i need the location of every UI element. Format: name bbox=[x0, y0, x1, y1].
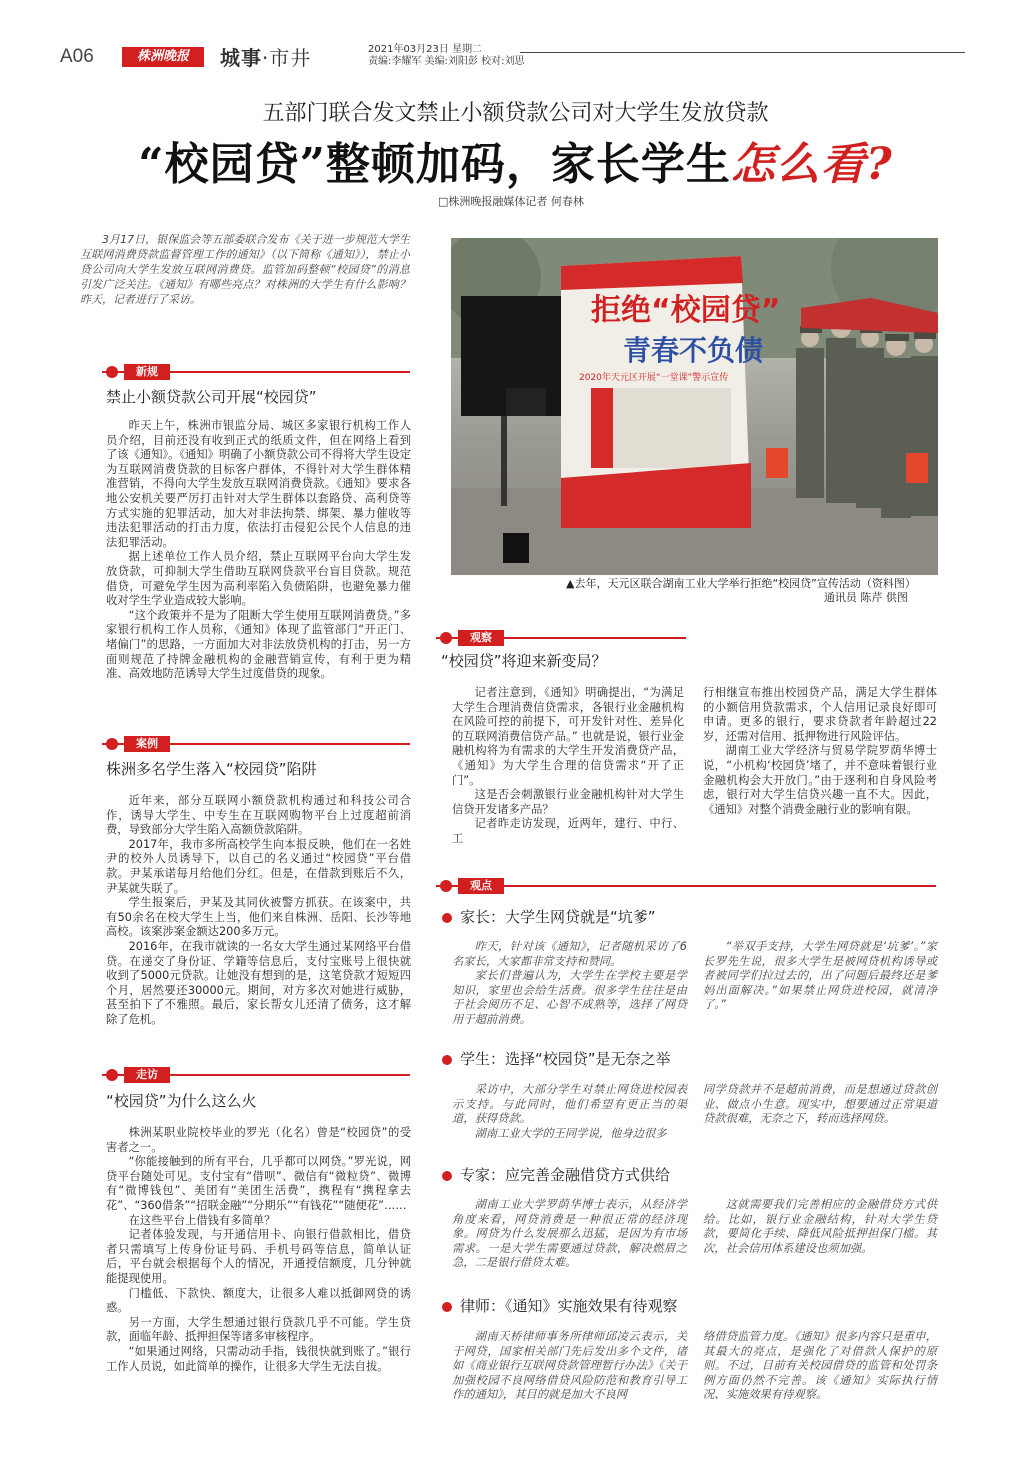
newspaper-logo: 株洲晚报 bbox=[122, 47, 204, 67]
news-photo bbox=[451, 238, 938, 575]
viewpoint-title-text: 家长：大学生网贷就是“坑爹” bbox=[460, 908, 656, 926]
section-sub: 市井 bbox=[269, 46, 312, 70]
dateline-editors: 责编:李耀军 美编:刘阳彭 校对:刘思 bbox=[368, 56, 525, 67]
tag-label: 新规 bbox=[124, 364, 170, 380]
paragraph: 另一方面，大学生想通过银行贷款几乎不可能。学生贷款，面临年龄、抵押担保等诸多审核程序。 bbox=[106, 1315, 411, 1344]
lead-paragraph: 3月17日，银保监会等五部委联合发布《关于进一步规范大学生互联网消费贷款监督管理工作的通知》（以下简称《通知》），禁止小贷公司向大学生发放互联网消费贷。监管加码整顿“校园贷”的消息引发广泛关注。《通知》有哪些亮点？对株洲的大学生有什么影响？昨天，记者进行了采访。 bbox=[80, 233, 410, 306]
viewpoint-parents-title bbox=[442, 906, 656, 927]
tag-label: 观点 bbox=[458, 878, 504, 894]
tag-label: 走访 bbox=[124, 1067, 170, 1083]
header-rule bbox=[520, 52, 965, 53]
article-headline bbox=[0, 128, 1031, 192]
viewpoint-students-col1 bbox=[452, 1083, 687, 1141]
paragraph: 学生报案后，尹某及其同伙被警方抓获。在该案中，共有50余名在校大学生上当，他们来自株洲、岳阳、长沙等地高校。该案涉案金额达200多万元。 bbox=[106, 896, 411, 939]
paragraph: 湖南天桥律师事务所律师邱凌云表示，关于网贷，国家相关部门先后发出多个文件，诸如《商业银行互联网贷款管理暂行办法》《关于加强校园不良网络借贷风险防范和教育引导工作的通知》，其目的就是加大不良网 bbox=[452, 1330, 687, 1402]
viewpoint-expert-col2 bbox=[703, 1198, 937, 1256]
subhead-xingui: 禁止小额贷款公司开展“校园贷” bbox=[106, 388, 317, 406]
paragraph: 这就需要我们完善相应的金融借贷方式供给。比如，银行业金融结构，针对大学生贷款，要简化手续、降低风险抵押担保门槛。其次，社会信用体系建设也须加强。 bbox=[703, 1198, 937, 1255]
tag-guancha bbox=[436, 630, 686, 646]
paragraph: 门槛低、下款快、额度大，让很多人难以抵御网贷的诱惑。 bbox=[106, 1286, 411, 1315]
viewpoint-expert-title bbox=[442, 1164, 670, 1185]
article-kicker: 五部门联合发文禁止小额贷款公司对大学生发放贷款 bbox=[262, 101, 769, 126]
tag-dot-icon bbox=[106, 738, 118, 750]
photo-scene bbox=[451, 238, 938, 575]
paragraph: 家长们普遍认为，大学生在学校主要是学知识，家里也会给生活费。很多学生往往是由于社会阅历不足、心智不成熟等，选择了网贷用于超前消费。 bbox=[452, 969, 687, 1026]
paragraph: 络借贷监管力度。《通知》很多内容只是重申，其最大的亮点，是强化了对借款人保护的原则。不过，目前有关校园借贷的监管和处罚条例方面仍然不完善。该《通知》实际执行情况、实施效果有待观察。 bbox=[703, 1330, 937, 1402]
viewpoint-title-text: 律师：《通知》实施效果有待观察 bbox=[460, 1297, 678, 1315]
tag-dot-icon bbox=[106, 366, 118, 378]
paragraph: “举双手支持，大学生网贷就是‘坑爹’。”家长罗先生说，很多大学生是被网贷机构诱导或者被同学们拉过去的，出了问题后最终还是爹妈出面解决。”如果禁止网贷进校园，就清净了。” bbox=[703, 940, 937, 1012]
banner-text-2: 青春不负债 bbox=[623, 334, 764, 367]
body-guancha-col1 bbox=[452, 686, 684, 847]
body-zoufang bbox=[106, 1126, 411, 1374]
paragraph: 近年来，部分互联网小额贷款机构通过和科技公司合作，诱导大学生、中专生在互联网购物平台上过度超前消费，导致部分大学生陷入高额贷款陷阱。 bbox=[106, 794, 411, 837]
paragraph: “你能接触到的所有平台，几乎都可以网贷。”罗光说，网贷平台随处可见。支付宝有“借呗”、微信有“微粒贷”、微博有“微博钱包”、美团有“美团生活费”，携程有“携程拿去花”、“360借条”“招联金融”“分期乐”“有钱花”“随便花”…… bbox=[106, 1155, 411, 1212]
tag-bar bbox=[436, 885, 936, 887]
photo-caption bbox=[566, 577, 916, 605]
tag-dot-icon bbox=[440, 880, 452, 892]
viewpoint-students-title bbox=[442, 1048, 671, 1069]
paragraph: 昨天上午，株洲市银监分局、城区多家银行机构工作人员介绍，目前还没有收到正式的纸质文件，但在网络上看到了该《通知》。《通知》明确了小额贷款公司不得将大学生设定为互联网消费贷款的目标客户群体，不得针对大学生群体精准营销，不得向大学生发放互联网消费贷款。《通知》要求各地公安机关要严厉打击针对大学生群体以套路贷、高利贷等方式实施的犯罪活动，加大对非法拘禁、绑架、暴力催收等违法犯罪活动的打击力度，依法打击侵犯公民个人信息的违法犯罪活动。 bbox=[106, 419, 412, 549]
viewpoint-title-text: 学生：选择“校园贷”是无奈之举 bbox=[460, 1050, 671, 1068]
bullet-icon bbox=[442, 1055, 452, 1065]
viewpoint-lawyer-title bbox=[442, 1295, 678, 1316]
dateline-date: 2021年03月23日 星期二 bbox=[368, 44, 483, 55]
paragraph: “这个政策并不是为了阻断大学生使用互联网消费贷。”多家银行机构工作人员称，《通知》体现了监管部门“开正门、堵偏门”的思路，一方面加大对非法放贷机构的打击，另一方面则规范了持牌金融机构的金融营销宣传，有利于更为精准、高效地防范诱导大学生过度借贷的现象。 bbox=[106, 608, 411, 681]
bullet-icon bbox=[442, 1302, 452, 1312]
body-guancha-col2 bbox=[703, 686, 937, 817]
paragraph: 2017年，我市多所高校学生向本报反映，他们在一名姓尹的校外人员诱导下，以自己的名义通过“校园贷”平台借款。尹某承诺每月给他们分红。但是，在借款到账后不久，尹某就失联了。 bbox=[106, 837, 411, 895]
dateline bbox=[368, 44, 524, 68]
headline-accent: 怎么看? bbox=[730, 139, 893, 190]
paragraph: 这是否会刺激银行业金融机构针对大学生信贷开发诸多产品？ bbox=[452, 788, 684, 816]
paragraph: 采访中，大部分学生对禁止网贷进校园表示支持。与此同时，他们希望有更正当的渠道，获得贷款。 bbox=[452, 1083, 687, 1126]
viewpoint-parents-col1 bbox=[452, 940, 687, 1028]
paragraph: 湖南工业大学罗荫华博士表示，从经济学角度来看，网贷消费是一种很正常的经济现象。网贷为什么发展那么迅猛，是因为有市场需求。一是大学生需要通过贷款，解决燃眉之急，二是银行借贷太难。 bbox=[452, 1198, 687, 1270]
article-lead bbox=[80, 232, 410, 307]
subhead-guancha: “校园贷”将迎来新变局？ bbox=[441, 652, 607, 670]
tag-zoufang bbox=[102, 1067, 410, 1083]
body-xingui bbox=[106, 419, 411, 682]
section-main: 城事 bbox=[220, 46, 262, 70]
tag-guandian bbox=[436, 878, 936, 894]
bullet-icon bbox=[442, 1171, 452, 1181]
paragraph: 同学贷款并不是超前消费，而是想通过贷款创业、做点小生意。现实中，想要通过正常渠道贷款很难，无奈之下，转而选择网贷。 bbox=[703, 1083, 937, 1126]
paragraph: 湖南工业大学经济与贸易学院罗荫华博士说，“小机构‘校园贷’堵了，并不意味着银行业金融机构会大开放门。”由于逐利和自身风险考虑，银行对大学生信贷兴趣一直不大。因此，《通知》对整个消费金融行业的影响有限。 bbox=[703, 744, 937, 816]
viewpoint-lawyer-col2 bbox=[703, 1330, 937, 1403]
paragraph: 记者注意到，《通知》明确提出，“为满足大学生合理消费信贷需求，各银行业金融机构在风险可控的前提下，可开发针对性、差异化的互联网消费信贷产品。” 也就是说，银行业金融机构将为有需求的大学生开发消费贷产品，《通知》为大学生合理的信贷需求“开了正门”。 bbox=[452, 686, 684, 787]
paragraph: 记者昨走访发现，近两年，建行、中行、工 bbox=[452, 817, 684, 845]
paragraph: 据上述单位工作人员介绍，禁止互联网平台向大学生发放贷款，可抑制大学生借助互联网贷款平台盲目贷款。规范借贷，可避免学生因为高利率陷入负债陷阱，也避免暴力催收对学生学业造成较大影响。 bbox=[106, 550, 411, 608]
page-number: A06 bbox=[60, 46, 94, 67]
paragraph: 行相继宣布推出校园贷产品，满足大学生群体的小额信用贷款需求，个人信用记录良好即可申请。更多的银行，要求贷款者年龄超过22岁，还需对信用、抵押物进行风险评估。 bbox=[703, 686, 937, 743]
section-separator: · bbox=[262, 46, 270, 70]
bullet-icon bbox=[442, 913, 452, 923]
tag-label: 案例 bbox=[124, 736, 170, 752]
section-title bbox=[220, 42, 311, 71]
paragraph: 记者体验发现，与开通信用卡、向银行借款相比，借贷者只需填写上传身份证号码、手机号码等信息，简单认证后，平台就会根据每个人的情况，开通授信额度，几分钟就能提现使用。 bbox=[106, 1228, 411, 1285]
tag-label: 观察 bbox=[458, 630, 504, 646]
paragraph: 株洲某职业院校毕业的罗光（化名）曾是“校园贷”的受害者之一。 bbox=[106, 1126, 411, 1154]
subhead-zoufang: “校园贷”为什么这么火 bbox=[106, 1092, 257, 1110]
paragraph: 昨天，针对该《通知》，记者随机采访了6名家长，大家都非常支持和赞同。 bbox=[452, 940, 687, 968]
viewpoint-title-text: 专家：应完善金融借贷方式供给 bbox=[460, 1166, 671, 1184]
headline-main: “校园贷”整顿加码，家长学生 bbox=[138, 139, 731, 190]
viewpoint-expert-col1 bbox=[452, 1198, 687, 1271]
tag-xingui bbox=[102, 364, 410, 380]
byline: □株洲晚报融媒体记者 何春林 bbox=[438, 195, 584, 208]
subhead-anli: 株洲多名学生落入“校园贷”陷阱 bbox=[106, 760, 317, 778]
paragraph: 湖南工业大学的王同学说，他身边很多 bbox=[474, 1126, 667, 1140]
viewpoint-parents-col2 bbox=[703, 940, 937, 1013]
tag-dot-icon bbox=[440, 632, 452, 644]
caption-credit: 通讯员 陈芹 供图 bbox=[823, 591, 908, 604]
paragraph: “如果通过网络，只需动动手指，钱很快就到账了。”银行工作人员说，如此简单的操作，让很多大学生无法自拔。 bbox=[106, 1344, 411, 1373]
banner-text-3: 2020年天元区开展“一堂课”警示宣传 bbox=[579, 373, 729, 383]
tag-dot-icon bbox=[106, 1069, 118, 1081]
viewpoint-lawyer-col1 bbox=[452, 1330, 687, 1403]
body-anli bbox=[106, 794, 411, 1028]
caption-text: ▲去年，天元区联合湖南工业大学举行拒绝“校园贷”宣传活动（资料图） bbox=[566, 577, 916, 590]
banner-text-1: 拒绝“校园贷” bbox=[591, 293, 781, 328]
paragraph: 2016年，在我市就读的一名女大学生通过某网络平台借贷。在递交了身份证、学籍等信息后，支付宝账号上很快就收到了5000元贷款。让她没有想到的是，这笔贷款才短短四个月，居然要还30000元。期间，对方多次对她进行威胁，甚至拍下了不雅照。最后，家长帮女儿还清了债务，这才解除了危机。 bbox=[106, 939, 411, 1026]
tag-anli bbox=[102, 736, 410, 752]
paragraph: 在这些平台上借钱有多简单？ bbox=[128, 1213, 276, 1227]
viewpoint-students-col2 bbox=[703, 1083, 937, 1127]
